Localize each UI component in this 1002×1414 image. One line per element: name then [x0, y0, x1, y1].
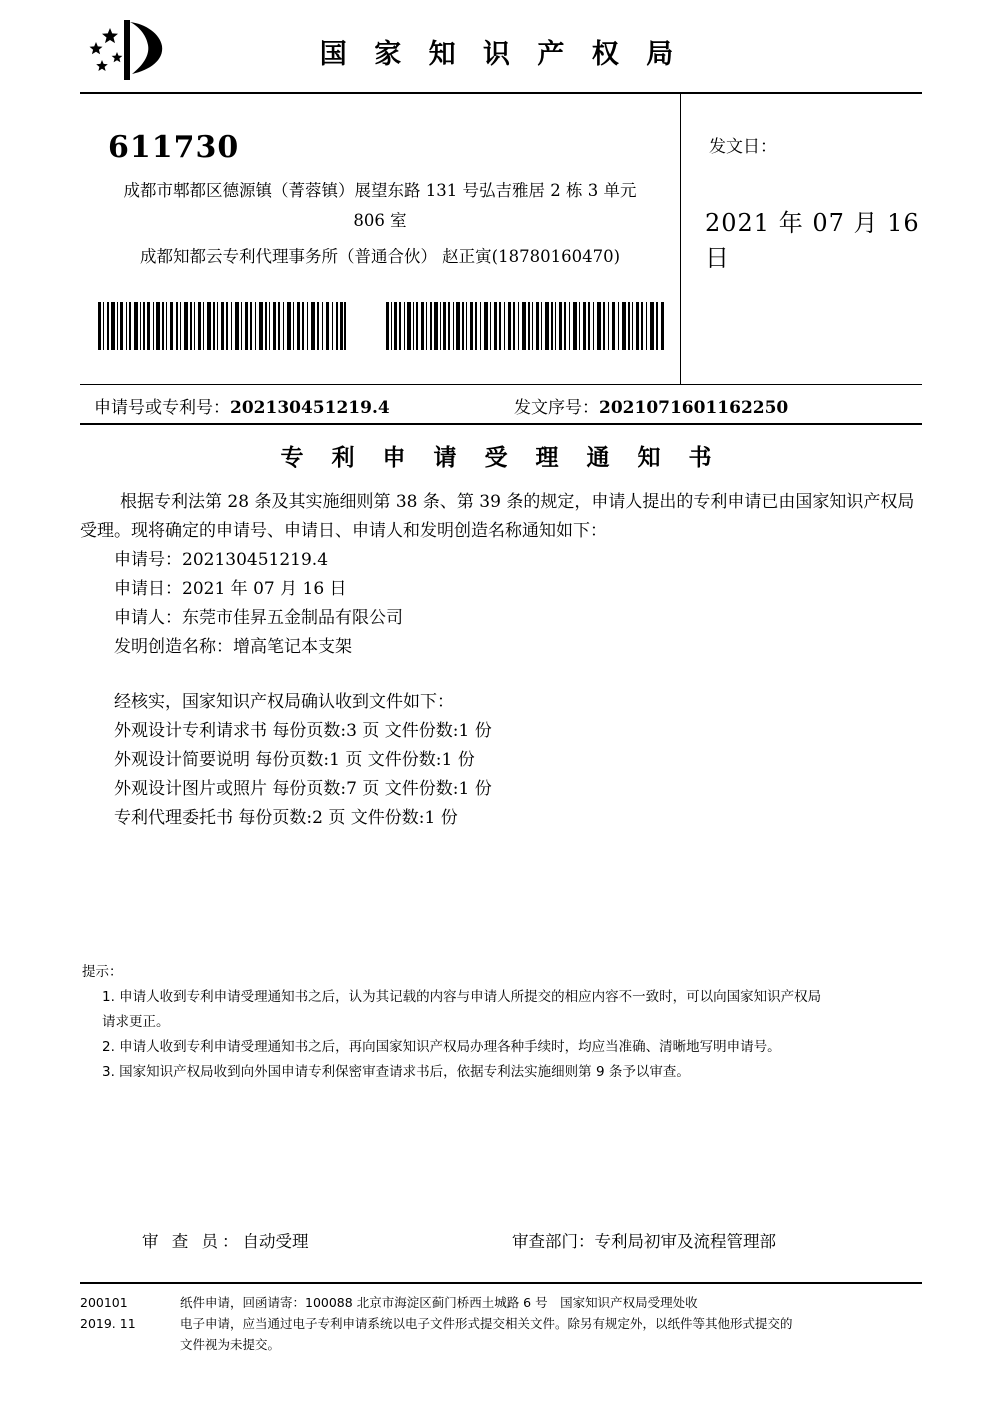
notes-section [80, 960, 922, 1085]
notes-title: 提示： [82, 964, 123, 980]
department-label: 审查部门： [512, 1232, 595, 1251]
field-application-date: 申请日：2021 年 07 月 16 日 [114, 579, 347, 599]
footer-code-1: 200101 [80, 1295, 128, 1310]
application-number-label: 申请号或专利号： [94, 398, 230, 418]
page-title: 专 利 申 请 受 理 通 知 书 [280, 444, 722, 471]
document-footer [80, 1282, 922, 1355]
recipient-address [104, 177, 656, 271]
issue-date-panel [680, 94, 922, 384]
application-number-field [94, 393, 390, 418]
footer-line-1: 纸件申请，回函请寄：100088 北京市海淀区蓟门桥西土城路 6 号 国家知识产权局受理处收 [180, 1295, 698, 1310]
notice-sheet [80, 10, 922, 1390]
address-line-1: 成都市郫都区德源镇（菁蓉镇）展望东路 131 号弘吉雅居 2 栋 3 单元 [123, 181, 637, 200]
footer-line-3: 文件视为未提交。 [180, 1337, 281, 1352]
agent-line: 成都知都云专利代理事务所（普通合伙） 赵正寅(18780160470) [139, 247, 621, 266]
examiner-field [142, 1228, 309, 1252]
confirm-line: 经核实，国家知识产权局确认收到文件如下： [114, 692, 454, 712]
field-invention-title: 发明创造名称：增高笔记本支架 [114, 637, 352, 657]
field-applicant: 申请人：东莞市佳昇五金制品有限公司 [114, 608, 403, 628]
note-item-3: 3. 国家知识产权局收到向外国申请专利保密审查请求书后，依据专利法实施细则第 9 条予以审查。 [102, 1064, 690, 1080]
footer-codes [80, 1292, 166, 1334]
intro-paragraph-line-2: 受理。现将确定的申请号、申请日、申请人和发明创造名称通知如下： [80, 521, 607, 541]
application-number-value: 202130451219.4 [230, 398, 390, 418]
barcode-serial-number [386, 302, 664, 350]
examiner-label: 审 查 员： [142, 1232, 243, 1251]
barcode-application-number [98, 302, 346, 350]
document-number: 611730 [108, 130, 240, 165]
address-line-2: 806 室 [353, 211, 407, 230]
document-header [80, 10, 922, 94]
serial-number-field [514, 393, 788, 418]
address-panel [80, 94, 680, 384]
field-application-number: 申请号：202130451219.4 [114, 550, 329, 570]
examiner-value: 自动受理 [242, 1232, 309, 1251]
note-item-1-continued: 请求更正。 [102, 1014, 170, 1030]
serial-number-label: 发文序号： [514, 398, 599, 418]
issue-date-label: 发文日： [709, 137, 777, 157]
document-item-power-of-attorney: 专利代理委托书 每份页数:2 页 文件份数:1 份 [114, 808, 458, 828]
footer-text [180, 1292, 922, 1355]
document-body [80, 488, 922, 833]
barcode-group [98, 302, 658, 354]
note-item-1: 1. 申请人收到专利申请受理通知书之后，认为其记载的内容与申请人所提交的相应内容不一致时，可以向国家知识产权局 [102, 989, 822, 1005]
department-field [512, 1228, 776, 1252]
note-item-2: 2. 申请人收到专利申请受理通知书之后，再向国家知识产权局办理各种手续时，均应当准确、清晰地写明申请号。 [102, 1039, 781, 1055]
address-date-block [80, 94, 922, 385]
document-item-request: 外观设计专利请求书 每份页数:3 页 文件份数:1 份 [114, 721, 492, 741]
document-item-brief: 外观设计简要说明 每份页数:1 页 文件份数:1 份 [114, 750, 475, 770]
issue-date-value: 2021 年 07 月 16 日 [705, 209, 920, 272]
department-value: 专利局初审及流程管理部 [594, 1232, 776, 1251]
document-item-drawings: 外观设计图片或照片 每份页数:7 页 文件份数:1 份 [114, 779, 492, 799]
number-row [80, 385, 922, 425]
serial-number-value: 2021071601162250 [599, 398, 789, 418]
body-spacer [80, 662, 922, 688]
intro-paragraph-line-1: 根据专利法第 28 条及其实施细则第 38 条、第 39 条的规定，申请人提出的专利申请已由国家知识产权局 [120, 492, 915, 512]
footer-code-2: 2019. 11 [80, 1316, 136, 1331]
footer-line-2: 电子申请，应当通过电子专利申请系统以电子文件形式提交相关文件。除另有规定外，以纸件等其他形式提交的 [180, 1316, 793, 1331]
organization-title: 国 家 知 识 产 权 局 [319, 39, 683, 70]
